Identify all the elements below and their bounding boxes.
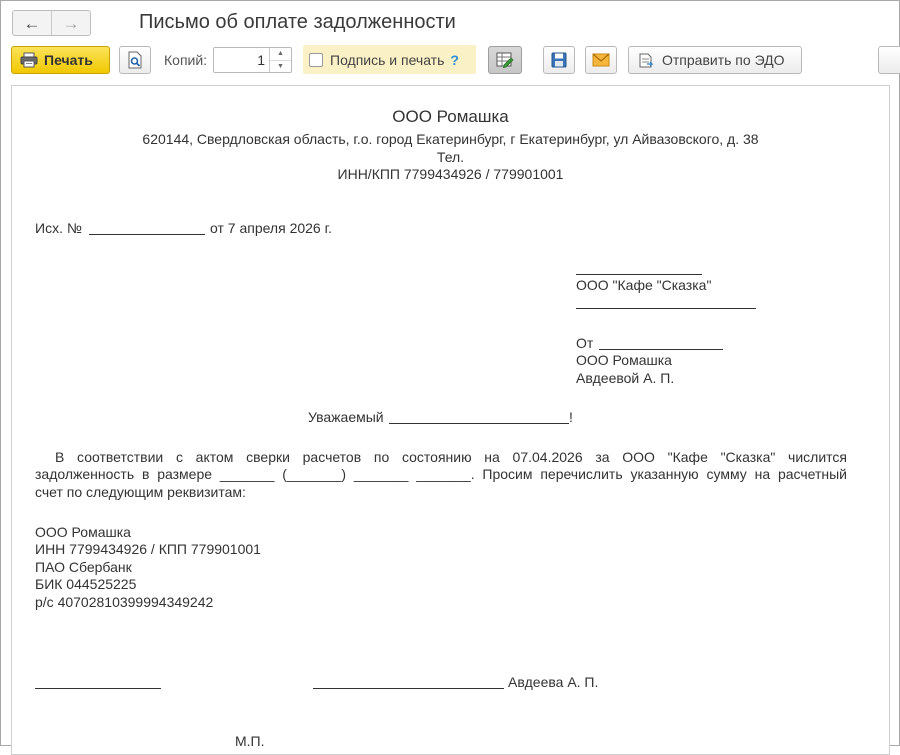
recipient-company: ООО "Кафе "Сказка": [576, 277, 712, 293]
table-edit-icon: [496, 52, 514, 68]
requisite-account: р/с 40702810399994349242: [35, 594, 214, 610]
signatory-name: Авдеева А. П.: [508, 674, 599, 690]
help-icon[interactable]: ?: [450, 51, 459, 68]
increment-icon[interactable]: ▲: [277, 50, 284, 58]
preview-button[interactable]: [119, 46, 151, 74]
requisite-company: ООО Ромашка: [35, 524, 131, 540]
sign-and-print-checkbox[interactable]: [309, 53, 323, 67]
company-address: 620144, Свердловская область, г.о. город Екатеринбург, г Екатеринбург, ул Айвазовского, д. 38: [142, 131, 759, 147]
edit-table-button[interactable]: [488, 46, 522, 74]
body-line-2: задолженность в размере _______ (_______) _______ _______. Просим перечислить указанную сумму на расчетный: [35, 466, 847, 482]
print-button[interactable]: [11, 46, 110, 74]
salutation-end: !: [569, 409, 573, 425]
salutation-blank: [389, 423, 569, 424]
body-line-3: счет по следующим реквизитам:: [35, 484, 246, 500]
copies-value: 1: [257, 52, 265, 68]
print-button-label: Печать: [44, 52, 93, 68]
copies-label: Копий:: [164, 52, 208, 68]
recipient-blank-bottom: [576, 308, 756, 309]
printer-icon: [20, 52, 38, 68]
copies-stepper: [269, 48, 291, 72]
forward-button[interactable]: →: [62, 13, 80, 33]
body-line-1: В соответствии с актом сверки расчетов по состоянию на 07.04.2026 за ООО "Кафе "Сказка" числится: [55, 449, 847, 465]
send-edo-label: Отправить по ЭДО: [662, 52, 785, 68]
recipient-blank-top: [576, 274, 702, 275]
back-button[interactable]: ←: [13, 11, 52, 35]
save-button[interactable]: [543, 46, 575, 74]
outgoing-number-blank: [89, 234, 205, 235]
outgoing-number-label: Исх. №: [35, 220, 82, 236]
sign-and-print-label: Подпись и печать: [330, 51, 445, 68]
signature-blank-right: [313, 688, 504, 689]
copies-input[interactable]: [213, 47, 292, 73]
company-phone: Тел.: [436, 149, 465, 165]
floppy-disk-icon: [551, 52, 567, 68]
send-email-button[interactable]: [585, 46, 617, 74]
signature-blank-left: [35, 688, 161, 689]
from-company: ООО Ромашка: [576, 352, 672, 368]
sign-and-print-toggle[interactable]: [303, 45, 476, 74]
outgoing-date: от 7 апреля 2026 г.: [210, 220, 332, 236]
more-actions-button[interactable]: [878, 46, 900, 74]
from-blank: [599, 349, 723, 350]
requisite-inn-kpp: ИНН 7799434926 / КПП 779901001: [35, 541, 261, 557]
envelope-icon: [592, 53, 610, 67]
company-name: ООО Ромашка: [392, 107, 509, 126]
requisite-bik: БИК 044525225: [35, 576, 137, 592]
requisite-bank: ПАО Сбербанк: [35, 559, 132, 575]
window-title: Письмо об оплате задолженности: [139, 11, 456, 33]
from-person: Авдеевой А. П.: [576, 370, 675, 386]
magnifier-document-icon: [127, 51, 143, 69]
salutation: Уважаемый: [308, 409, 384, 425]
from-label: От: [576, 335, 594, 351]
company-inn-kpp: ИНН/КПП 7799434926 / 779901001: [337, 166, 564, 182]
document-preview: [11, 85, 890, 755]
decrement-icon[interactable]: ▼: [270, 60, 291, 73]
edo-document-icon: [638, 52, 654, 68]
navigation-buttons: [12, 10, 91, 36]
stamp-place: М.П.: [235, 733, 265, 749]
send-edo-button[interactable]: [628, 46, 802, 74]
